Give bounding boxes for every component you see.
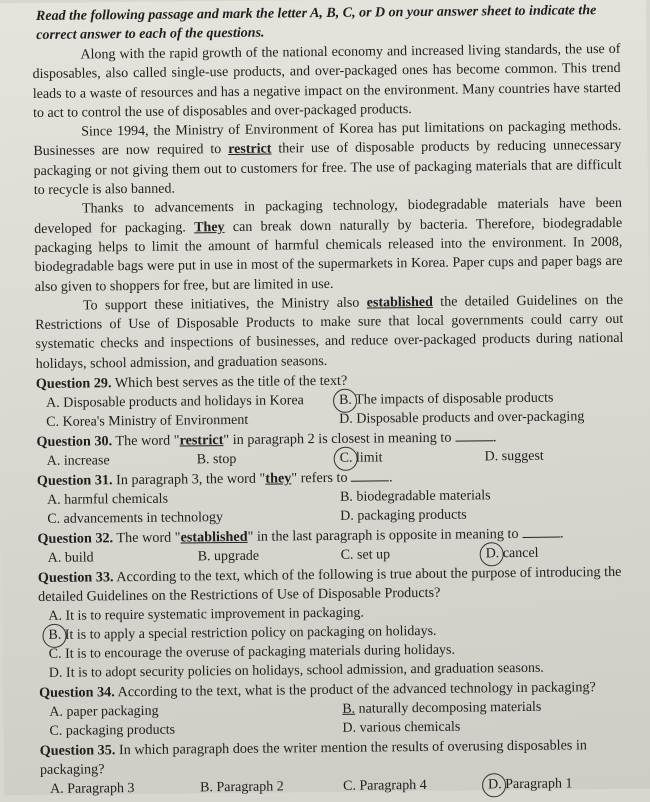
question-35 [40, 736, 629, 799]
options [38, 601, 627, 683]
answer-blank [522, 525, 560, 538]
option-c[interactable]: C. set up [340, 547, 391, 563]
option-c[interactable]: C. It is to encourage the overuse of packaging materials during holidays. [48, 642, 456, 662]
question-29 [36, 369, 625, 432]
question-stem: Question 35. In which paragraph does the writer mention the results of overusing disposables in packaging? [39, 737, 588, 779]
answer-blank [351, 468, 389, 481]
question-31 [37, 466, 626, 529]
question-stem: Question 31. In paragraph 3, the word "they" refers to . [36, 469, 393, 490]
worksheet-content [32, 1, 628, 799]
option-a[interactable]: A. Paragraph 3 [50, 781, 135, 797]
question-stem: Question 30. The word "restrict" in paragraph 2 is closest in meaning to . [36, 429, 497, 451]
question-stem: Question 32. The word "established" in the last paragraph is opposite in meaning to . [37, 525, 564, 548]
options [36, 388, 624, 432]
option-b[interactable]: B. naturally decomposing materials [342, 699, 542, 717]
option-d[interactable]: D. Disposable products and over-packaging [339, 409, 585, 427]
keyword-they: They [194, 219, 225, 236]
question-stem: Question 29. Which best serves as the title of the text? [35, 372, 348, 393]
options [39, 697, 627, 741]
option-a[interactable]: A. Disposable products and holidays in Korea [45, 393, 304, 411]
option-a[interactable]: A. build [47, 550, 94, 566]
option-d[interactable]: D. Paragraph 1 [488, 774, 638, 795]
option-b[interactable]: B. upgrade [197, 548, 260, 565]
option-d[interactable]: D. cancel [486, 543, 636, 564]
option-c[interactable]: C. packaging products [49, 722, 176, 739]
keyword-restrict: restrict [228, 142, 272, 158]
option-b[interactable]: B. biodegradable materials [339, 488, 491, 505]
question-32 [37, 524, 625, 568]
option-b[interactable]: B. The impacts of disposable products [339, 388, 634, 410]
question-33 [38, 563, 627, 683]
option-c[interactable]: C. Korea's Ministry of Environment [46, 412, 249, 430]
option-b[interactable]: B. Paragraph 2 [200, 779, 284, 796]
option-a[interactable]: A. paper packaging [49, 703, 159, 720]
question-stem: Question 34. According to the text, what is the product of the advanced technology in packaging? [39, 679, 596, 702]
option-b[interactable]: B. It is to apply a special restriction policy on packaging on holidays. [48, 620, 636, 645]
answer-circle-mark [480, 542, 504, 566]
option-d[interactable]: D. packaging products [340, 507, 467, 524]
option-d[interactable]: D. It is to adopt security policies on holidays, school admission, and graduation seasons. [48, 660, 544, 681]
option-d[interactable]: D. various chemicals [342, 719, 461, 736]
passage-paragraph-1: Along with the rapid growth of the national economy and increased living standards, the use of disposables, also called single-use products, and over-packaged ones has become common. This trend leads to a waste of resources and has a negative impact on the environment. Many countries have started to act to control the use of disposables and over-packaged products. [32, 41, 621, 121]
option-c[interactable]: C. advancements in technology [47, 510, 224, 527]
option-c[interactable]: C. Paragraph 4 [343, 778, 427, 794]
passage-paragraph-2: Since 1994, the Ministry of Environment of Korea has put limitations on packaging methods. Businesses are now required to restrict their use of disposable products by reducing unnecessary packaging or not giving them out to customers for free. The use of packaging materials that are difficult to recycle is also banned. [33, 119, 622, 199]
answer-blank [455, 428, 493, 441]
question-stem: Question 33. According to the text, which of the following is true about the purpose of introducing the detailed Guidelines on the Restrictions of Use of Disposable Products? [37, 563, 622, 606]
passage-paragraph-3: Thanks to advancements in packaging technology, biodegradable materials have been developed for packaging. They can break down naturally by bacteria. Therefore, biodegradable packaging helps to limit the amount of harmful chemicals released into the environment. In 2008, biodegradable bags were put in use in most of the supermarkets in Korea. Paper cups and paper bags are also given to shoppers for free, but are limited in use. [34, 196, 623, 295]
option-d[interactable]: D. suggest [484, 448, 544, 465]
option-a[interactable]: A. increase [46, 453, 110, 469]
option-c[interactable]: C. limit [340, 447, 485, 468]
keyword-established: established [366, 294, 433, 311]
answer-circle-mark [482, 773, 506, 797]
answer-circle-mark [334, 447, 358, 471]
question-30 [36, 427, 624, 471]
option-a[interactable]: A. harmful chemicals [47, 491, 169, 508]
option-b[interactable]: B. stop [196, 451, 237, 468]
question-34 [39, 678, 628, 741]
instruction: Read the following passage and mark the letter A, B, C, or D on your answer sheet to indicate the correct answer to each of the questions. [35, 3, 597, 44]
options [37, 485, 625, 529]
option-a[interactable]: A. It is to require systematic improvement in packaging. [48, 605, 365, 624]
passage-paragraph-4: To support these initiatives, the Ministry also established the detailed Guidelines on the Restrictions of Use of Disposable Products to make sure that local governments could carry out systematic checks and inspections of businesses, and reduce over-packaged products during national holidays, school admission, and graduation seasons. [35, 292, 624, 372]
